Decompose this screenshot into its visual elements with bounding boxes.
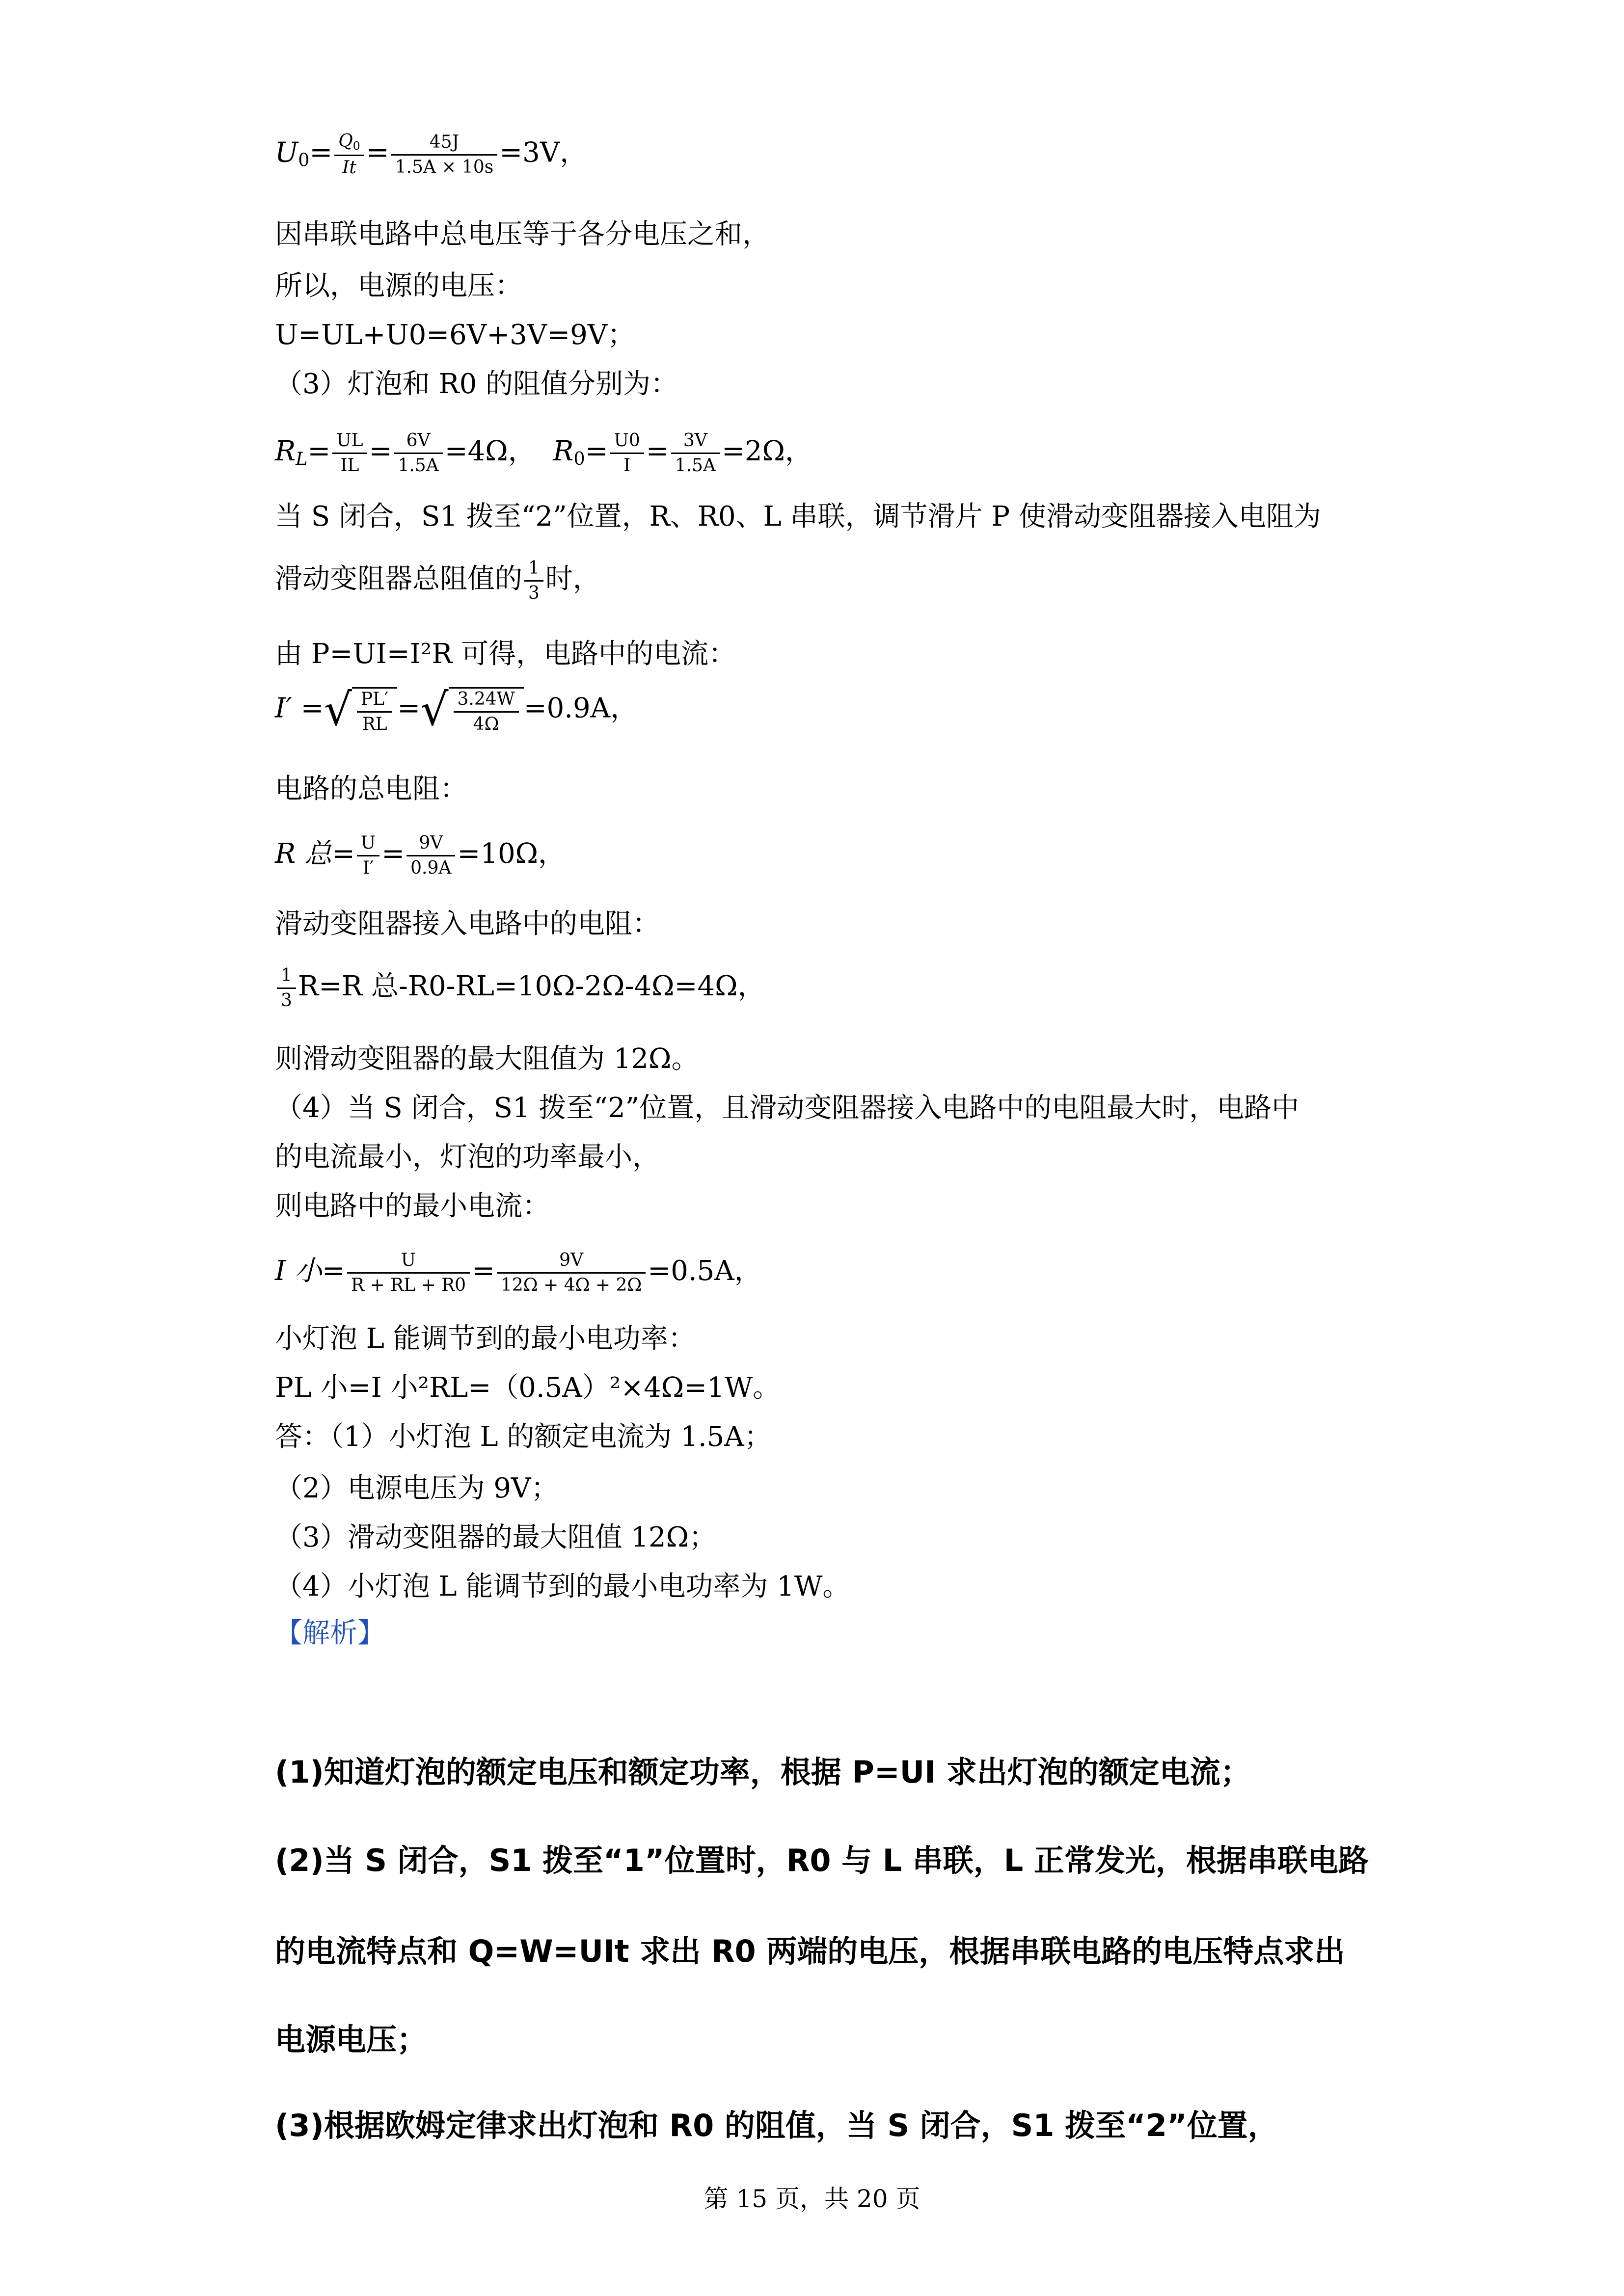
solution-line-15: 则滑动变阻器的最大阻值为 12Ω。 [275, 1043, 699, 1075]
solution-line-20: 小灯泡 L 能调节到的最小电功率： [275, 1323, 696, 1355]
solution-line-9: 由 P=UI=I²R 可得，电路中的电流： [275, 638, 736, 670]
analysis-tag: 【解析】 [275, 1617, 385, 1649]
solution-line-5: （3）灯泡和 R0 的阻值分别为： [275, 368, 678, 400]
solution-line-13: 滑动变阻器接入电路中的电阻： [275, 908, 660, 940]
equals-sign: = [309, 136, 333, 169]
fraction-3v: $\frac{3V}{1.5A}$ [671, 432, 720, 475]
fraction-9v-18: $\frac{9V}{12\Omega + 4\Omega + 2\Omega}$ [497, 1252, 646, 1294]
fraction-45j: $\frac{45J}{1.5A \times 10s}$ [391, 133, 498, 176]
fraction-3-24w: $\frac{3.24W}{4\Omega}$ [454, 691, 519, 733]
solution-line-1: $U_0=$ $\frac{Q_0}{It}$ = $\frac{45J}{1.5A \times 10s}$ =3V， [275, 131, 588, 178]
solution-line-6: $R_L=$ $\frac{UL}{IL}$ = $\frac{6V}{1.5A}$ =4Ω， $R_0=$ $\frac{U0}{I}$ = $\frac{3V}{1.5A}$ =2Ω， [275, 430, 812, 476]
fraction-6v: $\frac{6V}{1.5A}$ [394, 432, 442, 475]
page-footer: 第 15 页，共 20 页 [704, 2185, 920, 2213]
analysis-line-3: 的电流特点和 Q=W=UIt 求出 R0 两端的电压，根据串联电路的电压特点求出 [275, 1933, 1345, 1969]
fraction-pl-rl: $\frac{PL'}{RL}$ [357, 691, 392, 733]
fraction-q0-it: $\frac{Q_0}{It}$ [334, 133, 364, 177]
solution-line-8: 滑动变阻器总阻值的 $\frac{1}{3}$ 时， [275, 558, 600, 603]
solution-line-19: I 小= $\frac{U}{R + RL + R0}$ = $\frac{9V}{12\Omega + 4\Omega + 2\Omega}$ =0.5A， [275, 1250, 762, 1295]
sqrt-icon: √ [420, 684, 449, 736]
solution-line-17: 的电流最小，灯泡的功率最小， [275, 1141, 660, 1173]
sub-0: 0 [298, 149, 310, 171]
solution-line-18: 则电路中的最小电流： [275, 1190, 550, 1222]
fraction-9v-09a: $\frac{9V}{0.9A}$ [406, 834, 455, 877]
analysis-line-2: (2)当 S 闭合，S1 拨至“1”位置时，R0 与 L 串联，L 正常发光，根据串联电路 [275, 1842, 1369, 1878]
analysis-line-1: (1)知道灯泡的额定电压和额定功率，根据 P=UI 求出灯泡的额定电流； [275, 1754, 1251, 1790]
sqrt-icon: √ [324, 684, 352, 736]
fraction-u0-i: $\frac{U0}{I}$ [610, 432, 644, 475]
fraction-u-sum: $\frac{U}{R + RL + R0}$ [347, 1252, 470, 1294]
analysis-line-4: 电源电压； [275, 2022, 428, 2057]
fraction-ul-il: $\frac{UL}{IL}$ [332, 432, 367, 475]
solution-line-14: $\frac{1}{3}$ R=R 总-R0-RL=10Ω-2Ω-4Ω=4Ω， [275, 967, 765, 1010]
solution-line-3: 所以，电源的电压： [275, 270, 522, 302]
solution-line-12: R 总= $\frac{U}{I'}$ = $\frac{9V}{0.9A}$ =10Ω， [275, 833, 566, 878]
solution-line-10: I′ =√ $\frac{PL'}{RL}$ =√ $\frac{3.24W}{4\Omega}$ =0.9A， [275, 684, 638, 736]
fraction-u-i: $\frac{U}{I'}$ [357, 834, 379, 877]
solution-line-4: U=UL+U0=6V+3V=9V； [275, 319, 635, 351]
analysis-line-5: (3)根据欧姆定律求出灯泡和 R0 的阻值，当 S 闭合，S1 拨至“2”位置， [275, 2108, 1278, 2143]
solution-line-22: 答：（1）小灯泡 L 的额定电流为 1.5A； [275, 1421, 772, 1453]
solution-line-2: 因串联电路中总电压等于各分电压之和， [275, 218, 770, 250]
result-3v: =3V， [499, 136, 588, 169]
solution-line-25: （4）小灯泡 L 能调节到的最小电功率为 1W。 [275, 1571, 850, 1602]
solution-line-23: （2）电源电压为 9V； [275, 1472, 559, 1504]
solution-line-16: （4）当 S 闭合，S1 拨至“2”位置，且滑动变阻器接入电路中的电阻最大时，电路中 [275, 1092, 1299, 1124]
solution-line-11: 电路的总电阻： [275, 773, 467, 805]
solution-line-24: （3）滑动变阻器的最大阻值 12Ω； [275, 1522, 717, 1553]
fraction-one-third: $\frac{1}{3}$ [524, 560, 543, 602]
fraction-one-third-2: $\frac{1}{3}$ [277, 967, 296, 1010]
solution-line-21: PL 小=I 小²RL=（0.5A）²×4Ω=1W。 [275, 1372, 781, 1404]
var-u: U [275, 136, 298, 169]
solution-line-7: 当 S 闭合，S1 拨至“2”位置，R、R0、L 串联，调节滑片 P 使滑动变阻器接入电阻为 [275, 501, 1321, 533]
